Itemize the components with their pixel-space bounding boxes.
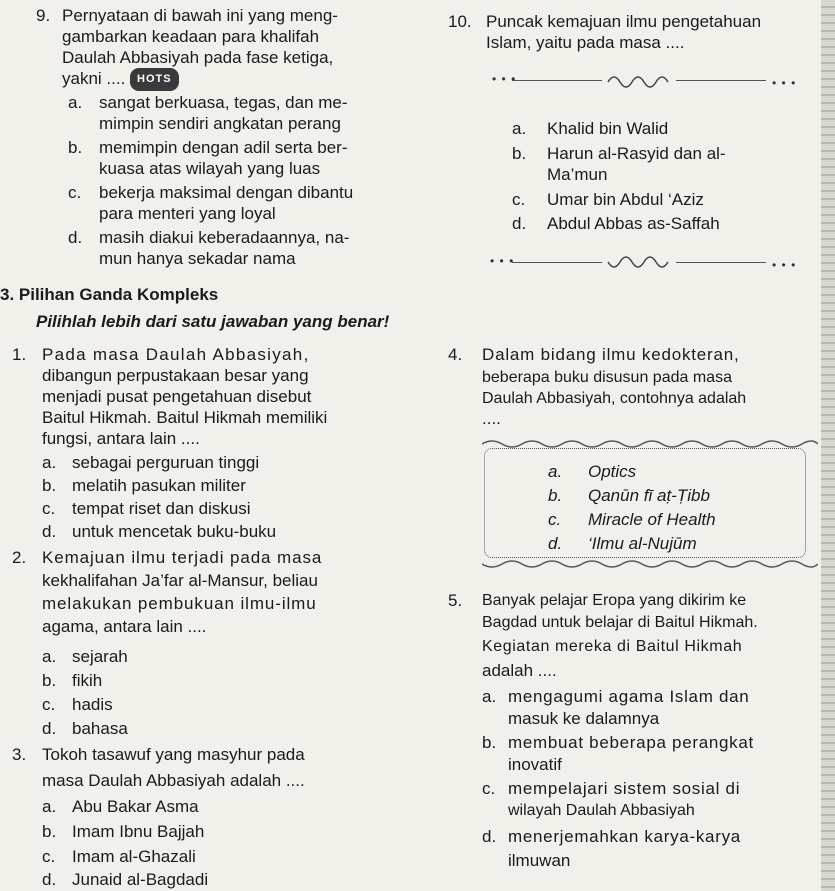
- question-text-line: Pernyataan di bawah ini yang meng-: [62, 6, 338, 25]
- question-number: 1.: [12, 345, 27, 364]
- option-label[interactable]: d.: [42, 870, 57, 889]
- option-text: ‘Ilmu al-Nujūm: [588, 534, 697, 553]
- option-label[interactable]: c.: [68, 183, 82, 202]
- ornament-icon: [604, 252, 674, 272]
- option-label[interactable]: d.: [42, 522, 57, 541]
- section-instruction: Pilihlah lebih dari satu jawaban yang benar!: [36, 312, 390, 331]
- option-label[interactable]: b.: [42, 476, 57, 495]
- option-text: sebagai perguruan tinggi: [72, 453, 260, 472]
- option-text: para menteri yang loyal: [99, 204, 276, 223]
- dots-decoration: • • •: [490, 254, 515, 268]
- option-text: Harun al-Rasyid dan al-: [547, 144, 726, 163]
- question-text-line: [62, 68, 179, 91]
- option-text: masuk ke dalamnya: [508, 709, 660, 728]
- question-text-line: Daulah Abbasiyah, contohnya adalah: [482, 390, 747, 407]
- option-text: Abu Bakar Asma: [72, 797, 199, 816]
- ornament-icon: [604, 70, 674, 90]
- option-text: masih diakui keberadaannya, na-: [99, 228, 350, 247]
- question-text-line: Baitul Hikmah. Baitul Hikmah memiliki: [42, 408, 328, 427]
- option-text: sangat berkuasa, tegas, dan me-: [99, 93, 348, 112]
- question-text-line: Bagdad untuk belajar di Baitul Hikmah.: [482, 614, 758, 631]
- option-label[interactable]: a.: [42, 647, 57, 666]
- option-label[interactable]: d.: [68, 228, 83, 247]
- option-label[interactable]: a.: [42, 453, 57, 472]
- section-heading: 3. Pilihan Ganda Kompleks: [0, 285, 219, 304]
- question-text-line: Banyak pelajar Eropa yang dikirim ke: [482, 592, 747, 609]
- option-text: mengagumi agama Islam dan: [508, 687, 750, 706]
- decorative-rule: [512, 80, 602, 81]
- hots-badge: HOTS: [130, 68, 179, 91]
- question-text-line: Islam, yaitu pada masa ....: [486, 33, 685, 52]
- option-label[interactable]: b.: [42, 822, 57, 841]
- option-text: fikih: [72, 671, 103, 690]
- decorative-rule: [676, 262, 766, 263]
- option-label[interactable]: b.: [512, 144, 527, 163]
- question-text-line: Pada masa Daulah Abbasiyah,: [42, 345, 310, 364]
- question-text-line: adalah ....: [482, 661, 557, 680]
- question-text-line: ....: [482, 409, 501, 428]
- option-text: kuasa atas wilayah yang luas: [99, 159, 321, 178]
- option-text: untuk mencetak buku-buku: [72, 522, 277, 541]
- decorative-rule: [512, 262, 602, 263]
- option-label[interactable]: d.: [482, 827, 497, 846]
- option-label[interactable]: d.: [42, 719, 57, 738]
- question-text-line: masa Daulah Abbasiyah adalah ....: [42, 771, 305, 790]
- decorative-rule: [676, 80, 766, 81]
- option-label[interactable]: d.: [548, 534, 563, 553]
- question-text-line: dibangun perpustakaan besar yang: [42, 366, 309, 385]
- question-text-line: beberapa buku disusun pada masa: [482, 369, 732, 386]
- option-label[interactable]: c.: [512, 190, 526, 209]
- option-text: melatih pasukan militer: [72, 476, 246, 495]
- question-text-line: Tokoh tasawuf yang masyhur pada: [42, 745, 305, 764]
- question-number: 3.: [12, 745, 27, 764]
- option-label[interactable]: b.: [548, 486, 563, 505]
- option-text: Junaid al-Bagdadi: [72, 870, 209, 889]
- question-text-line: Kegiatan mereka di Baitul Hikmah: [482, 638, 743, 655]
- option-text: memimpin dengan adil serta ber-: [99, 138, 348, 157]
- question-number: 5.: [448, 591, 463, 610]
- option-label[interactable]: a.: [42, 797, 57, 816]
- option-text: inovatif: [508, 755, 562, 774]
- option-text: Optics: [588, 462, 637, 481]
- option-label[interactable]: a.: [548, 462, 563, 481]
- option-text: Umar bin Abdul ‘Aziz: [547, 190, 704, 209]
- question-number: 2.: [12, 548, 27, 567]
- option-text: hadis: [72, 695, 113, 714]
- option-label[interactable]: c.: [548, 510, 562, 529]
- option-label[interactable]: b.: [42, 671, 57, 690]
- question-text-line: agama, antara lain ....: [42, 617, 207, 636]
- option-text: Miracle of Health: [588, 510, 716, 529]
- option-text: Imam al-Ghazali: [72, 847, 196, 866]
- question-text-line: Dalam bidang ilmu kedokteran,: [482, 345, 740, 364]
- question-text-line: Kemajuan ilmu terjadi pada masa: [42, 548, 323, 567]
- question-text-line: kekhalifahan Ja’far al-Mansur, beliau: [42, 571, 318, 590]
- option-text: bekerja maksimal dengan dibantu: [99, 183, 354, 202]
- question-number: 9.: [36, 6, 51, 25]
- option-text: ilmuwan: [508, 851, 571, 870]
- option-label[interactable]: a.: [482, 687, 497, 706]
- option-text: Qanūn fī aṭ-Ṭibb: [588, 486, 710, 505]
- option-text: sejarah: [72, 647, 128, 666]
- option-label[interactable]: c.: [482, 779, 496, 798]
- option-text: menerjemahkan karya-karya: [508, 827, 741, 846]
- option-text: membuat beberapa perangkat: [508, 733, 754, 752]
- question-number: 4.: [448, 345, 463, 364]
- option-text: Abdul Abbas as-Saffah: [547, 214, 720, 233]
- dots-decoration: • • •: [772, 258, 797, 272]
- page-edge-strip: [821, 0, 835, 891]
- option-text: wilayah Daulah Abbasiyah: [508, 802, 695, 819]
- option-label[interactable]: c.: [42, 847, 56, 866]
- option-text: Ma’mun: [547, 165, 608, 184]
- question-text-line: gambarkan keadaan para khalifah: [62, 27, 320, 46]
- question-text-line: Puncak kemajuan ilmu pengetahuan: [486, 12, 762, 31]
- wavy-border: [482, 558, 818, 570]
- question-text-line: fungsi, antara lain ....: [42, 429, 200, 448]
- option-text: tempat riset dan diskusi: [72, 499, 251, 518]
- dots-decoration: • • •: [772, 76, 797, 90]
- option-text: Imam Ibnu Bajjah: [72, 822, 205, 841]
- option-label[interactable]: a.: [512, 119, 527, 138]
- dots-decoration: • • •: [492, 72, 517, 86]
- option-text: mempelajari sistem sosial di: [508, 779, 741, 798]
- question-text-line: melakukan pembukuan ilmu-ilmu: [42, 594, 317, 613]
- option-label[interactable]: c.: [42, 499, 56, 518]
- option-label[interactable]: b.: [482, 733, 497, 752]
- option-text: bahasa: [72, 719, 128, 738]
- question-text-line: yakni ....: [62, 69, 126, 88]
- option-label[interactable]: d.: [512, 214, 527, 233]
- option-text: mun hanya sekadar nama: [99, 249, 296, 268]
- option-label[interactable]: a.: [68, 93, 83, 112]
- option-label[interactable]: c.: [42, 695, 56, 714]
- option-text: Khalid bin Walid: [547, 119, 669, 138]
- option-text: mimpin sendiri angkatan perang: [99, 114, 341, 133]
- option-label[interactable]: b.: [68, 138, 83, 157]
- question-text-line: menjadi pusat pengetahuan disebut: [42, 387, 312, 406]
- question-text-line: Daulah Abbasiyah pada fase ketiga,: [62, 48, 334, 67]
- question-number: 10.: [448, 12, 472, 31]
